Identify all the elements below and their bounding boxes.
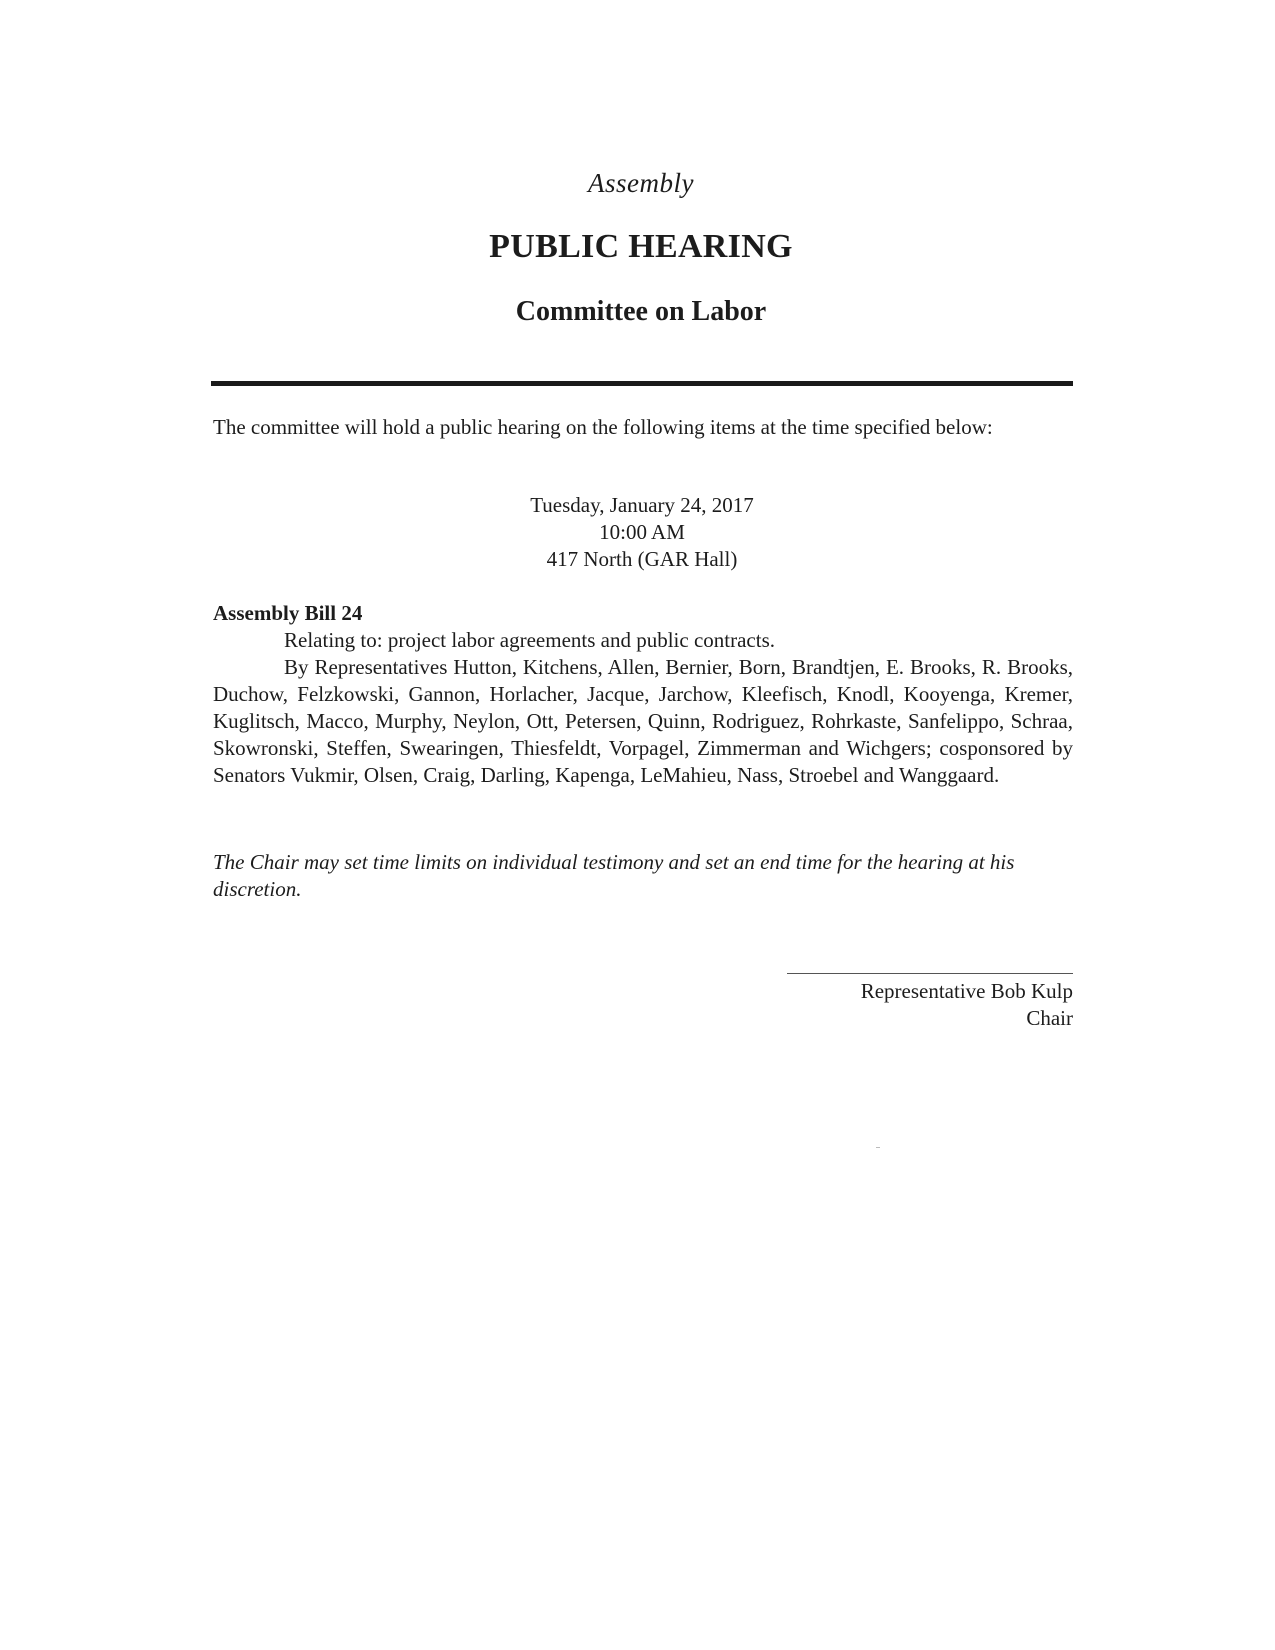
bill-item xyxy=(213,600,1073,789)
signatory-role: Chair xyxy=(1026,1006,1073,1030)
chair-note: The Chair may set time limits on individual testimony and set an end time for the hearing at his discretion. xyxy=(213,850,1015,901)
meeting-date: Tuesday, January 24, 2017 xyxy=(530,493,754,517)
meeting-location: 417 North (GAR Hall) xyxy=(546,547,738,571)
committee-heading: Committee on Labor xyxy=(515,296,767,327)
signatory-name: Representative Bob Kulp xyxy=(860,979,1073,1003)
chamber-heading: Assembly xyxy=(588,168,694,198)
meeting-details xyxy=(0,492,1275,573)
meeting-time: 10:00 AM xyxy=(599,520,685,544)
header-divider xyxy=(211,381,1073,386)
bill-title: Assembly Bill 24 xyxy=(213,601,363,625)
signature-line xyxy=(787,973,1073,974)
signature-block xyxy=(700,978,1073,1032)
page-title: PUBLIC HEARING xyxy=(489,228,793,265)
intro-paragraph: The committee will hold a public hearing on the following items at the time specified below: xyxy=(213,415,993,439)
bill-sponsors: By Representatives Hutton, Kitchens, Allen, Bernier, Born, Brandtjen, E. Brooks, R. Brooks, Duchow, Felzkowski, Gannon, Horlacher, Jacque, Jarchow, Kleefisch, Knodl, Kooyenga, Kremer, Kuglitsch, Macco, Murphy, Neylon, Ott, Petersen, Quinn, Rodriguez, Rohrkaste, Sanfelippo, Schraa, Skowronski, Steffen, Swearingen, Thiesfeldt, Vorpagel, Zimmerman and Wichgers; cosponsored by Senators Vukmir, Olsen, Craig, Darling, Kapenga, LeMahieu, Nass, Stroebel and Wanggaard. xyxy=(213,655,1073,787)
bill-relating: Relating to: project labor agreements and public contracts. xyxy=(284,628,775,652)
scan-speck xyxy=(876,1147,880,1148)
